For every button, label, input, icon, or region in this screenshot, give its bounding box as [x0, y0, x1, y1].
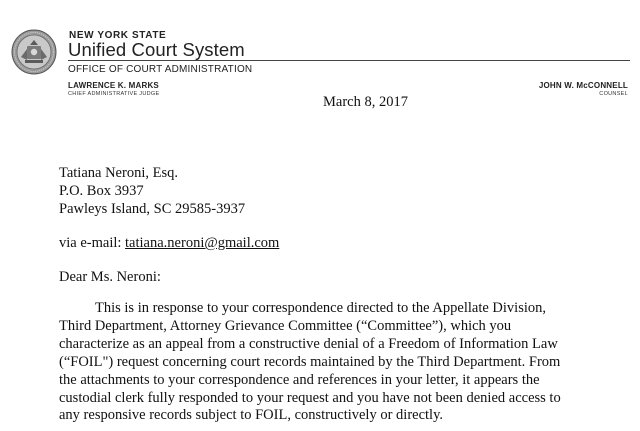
letterhead-office: OFFICE OF COURT ADMINISTRATION [68, 64, 253, 75]
state-seal-icon [11, 29, 57, 75]
recipient-name: Tatiana Neroni, Esq. [59, 165, 178, 181]
paragraph-line: characterize as an appeal from a constructive denial of a Freedom of Information Law [59, 335, 558, 352]
body-paragraph [59, 300, 634, 425]
via-email-label: via e-mail: [59, 235, 122, 251]
counsel-name: JOHN W. McCONNELL [538, 81, 628, 90]
recipient-address-line2: Pawleys Island, SC 29585-3937 [59, 201, 246, 217]
salutation: Dear Ms. Neroni: [59, 269, 161, 285]
letterhead-organization: Unified Court System [68, 39, 245, 60]
chief-judge-title: CHIEF ADMINISTRATIVE JUDGE [68, 91, 160, 97]
paragraph-line: custodial clerk fully responded to your request and you have not been denied access to [59, 389, 561, 406]
via-email-line [59, 235, 279, 252]
chief-judge-name: LAWRENCE K. MARKS [68, 81, 159, 90]
recipient-email-link[interactable]: tatiana.neroni@gmail.com [125, 235, 280, 251]
letter-date: March 8, 2017 [323, 94, 408, 110]
paragraph-line: This is in response to your correspondence directed to the Appellate Division, [95, 300, 547, 316]
counsel-title: COUNSEL [599, 91, 628, 97]
letterhead-state: NEW YORK STATE [69, 30, 167, 41]
paragraph-line: any responsive records subject to FOIL, constructively or directly. [59, 407, 444, 424]
paragraph-line: Third Department, Attorney Grievance Committee (“Committee”), which you [59, 317, 512, 334]
paragraph-line: (“FOIL") request concerning court records maintained by the Third Department. From [59, 353, 561, 370]
paragraph-line: the attachments to your correspondence and references in your letter, it appears the [59, 371, 540, 388]
letterhead-divider [68, 60, 630, 61]
recipient-address-line1: P.O. Box 3937 [59, 183, 144, 199]
